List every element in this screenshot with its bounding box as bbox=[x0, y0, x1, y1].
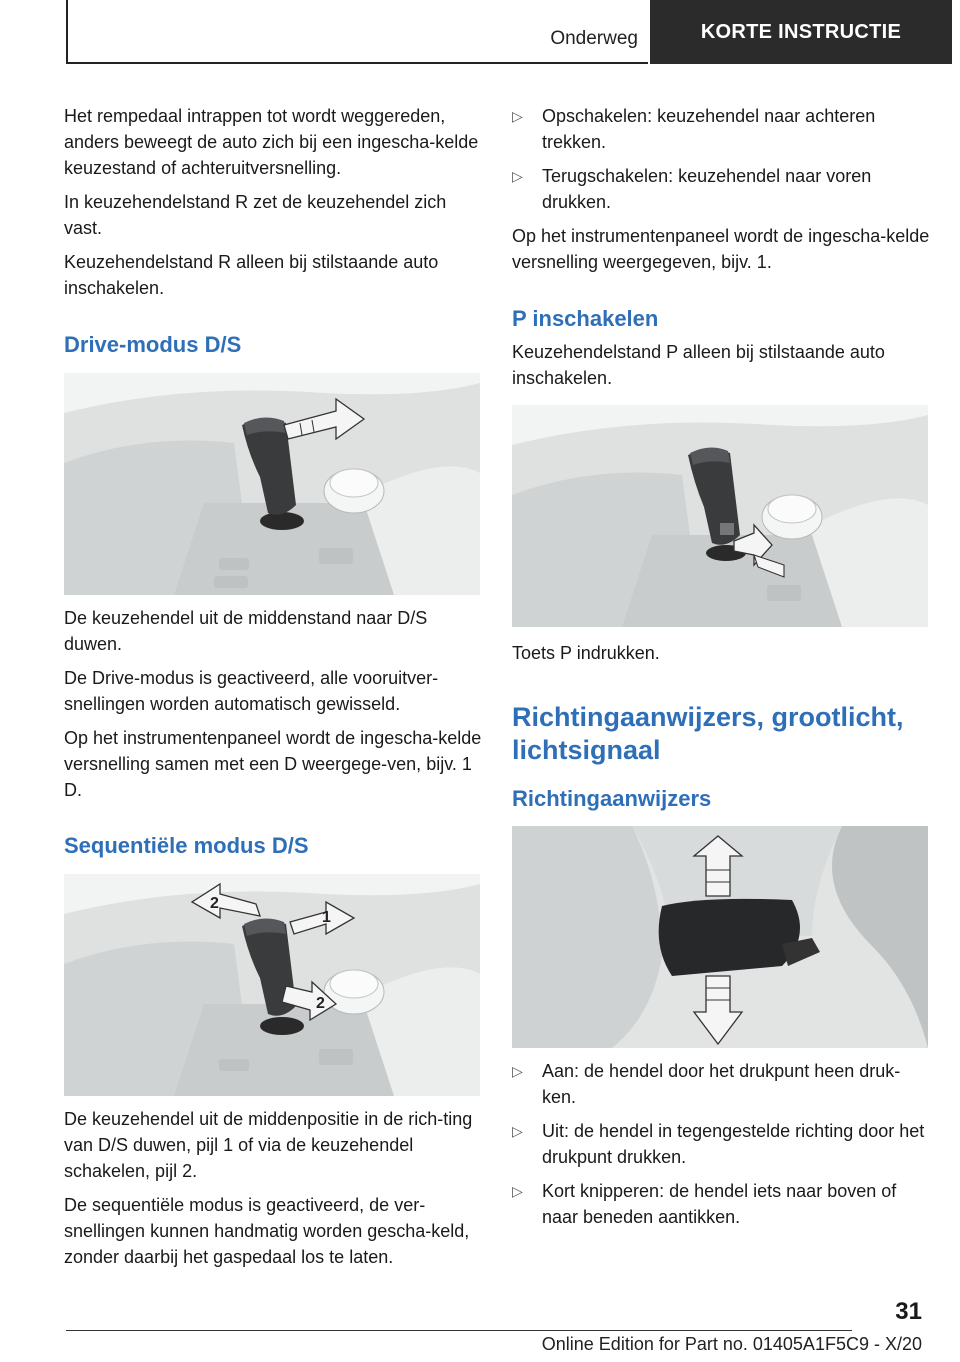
paragraph: Op het instrumentenpaneel wordt de ingescha-kelde versnelling weergegeven, bijv. 1. bbox=[512, 226, 930, 272]
figure-p-button bbox=[512, 405, 928, 627]
triangle-bullet-icon: ▷ bbox=[512, 168, 523, 184]
paragraph: De keuzehendel uit de middenstand naar D/S duwen. bbox=[64, 608, 428, 654]
triangle-bullet-icon: ▷ bbox=[512, 1183, 523, 1199]
paragraph: Toets P indrukken. bbox=[512, 643, 660, 663]
figure-drive-mode bbox=[64, 373, 480, 595]
header-left-rule bbox=[66, 0, 68, 64]
list-item: ▷ Opschakelen: keuzehendel naar achteren trekken. bbox=[512, 103, 932, 155]
right-column-indicator-list bbox=[512, 1058, 932, 1238]
page-number: 31 bbox=[895, 1298, 922, 1325]
paragraph: De keuzehendel uit de middenpositie in de rich-ting van D/S duwen, pijl 1 of via de keuzehendel schakelen, pijl 2. bbox=[64, 1109, 473, 1181]
paragraph: De sequentiële modus is geactiveerd, de ver-snellingen kunnen handmatig worden gescha-keld, zonder daarbij het gaspedaal los te laten. bbox=[64, 1195, 470, 1267]
header-chapter-tab[interactable]: KORTE INSTRUCTIE bbox=[650, 0, 952, 64]
right-column-p-text bbox=[512, 339, 932, 399]
heading-sequential-mode: Sequentiële modus D/S bbox=[64, 833, 309, 858]
right-column-p-caption bbox=[512, 640, 932, 674]
list-item: ▷ Aan: de hendel door het drukpunt heen druk-ken. bbox=[512, 1058, 932, 1110]
paragraph: De Drive-modus is geactiveerd, alle vooruitver-snellingen worden automatisch gewisseld. bbox=[64, 668, 439, 714]
left-column-intro bbox=[64, 103, 484, 309]
heading-drive-mode: Drive-modus D/S bbox=[64, 332, 242, 357]
footer-rule bbox=[66, 1330, 852, 1331]
list-item: ▷ Uit: de hendel in tegengestelde richting door het drukpunt drukken. bbox=[512, 1118, 932, 1170]
triangle-bullet-icon: ▷ bbox=[512, 1063, 523, 1079]
triangle-bullet-icon: ▷ bbox=[512, 108, 523, 124]
list-item: ▷ Kort knipperen: de hendel iets naar boven of naar beneden aantikken. bbox=[512, 1178, 932, 1230]
heading-p-engage: P inschakelen bbox=[512, 306, 659, 331]
header-section-title: Onderweg bbox=[550, 28, 638, 49]
list-item: ▷ Terugschakelen: keuzehendel naar voren drukken. bbox=[512, 163, 932, 215]
heading-indicators: Richtingaanwijzers bbox=[512, 786, 712, 811]
heading-indicators-lights: Richtingaanwijzers, grootlicht, lichtsignaal bbox=[512, 702, 904, 765]
left-column-sequential-text bbox=[64, 1106, 484, 1278]
arrow-label-1: 1 bbox=[322, 909, 331, 926]
arrow-label-2-upper: 2 bbox=[210, 895, 219, 912]
header-bottom-rule bbox=[66, 62, 648, 64]
arrow-label-2-lower: 2 bbox=[316, 995, 325, 1012]
paragraph: Keuzehendelstand P alleen bij stilstaande auto inschakelen. bbox=[512, 342, 885, 388]
footer-edition: Online Edition for Part no. 01405A1F5C9 - X/20 bbox=[541, 1334, 922, 1354]
left-column-drive-text bbox=[64, 605, 484, 811]
figure-indicator-stalk bbox=[512, 826, 928, 1048]
paragraph: Het rempedaal intrappen tot wordt weggereden, anders beweegt de auto zich bij een ingescha-kelde keuzestand of achteruitversnelling. bbox=[64, 106, 479, 178]
paragraph: Op het instrumentenpaneel wordt de ingescha-kelde versnelling samen met een D weergege-ven, bijv. 1 D. bbox=[64, 728, 482, 800]
right-column-shift-text bbox=[512, 103, 932, 283]
paragraph: In keuzehendelstand R zet de keuzehendel zich vast. bbox=[64, 192, 447, 238]
paragraph: Keuzehendelstand R alleen bij stilstaande auto inschakelen. bbox=[64, 252, 439, 298]
triangle-bullet-icon: ▷ bbox=[512, 1123, 523, 1139]
figure-sequential-mode bbox=[64, 874, 480, 1096]
